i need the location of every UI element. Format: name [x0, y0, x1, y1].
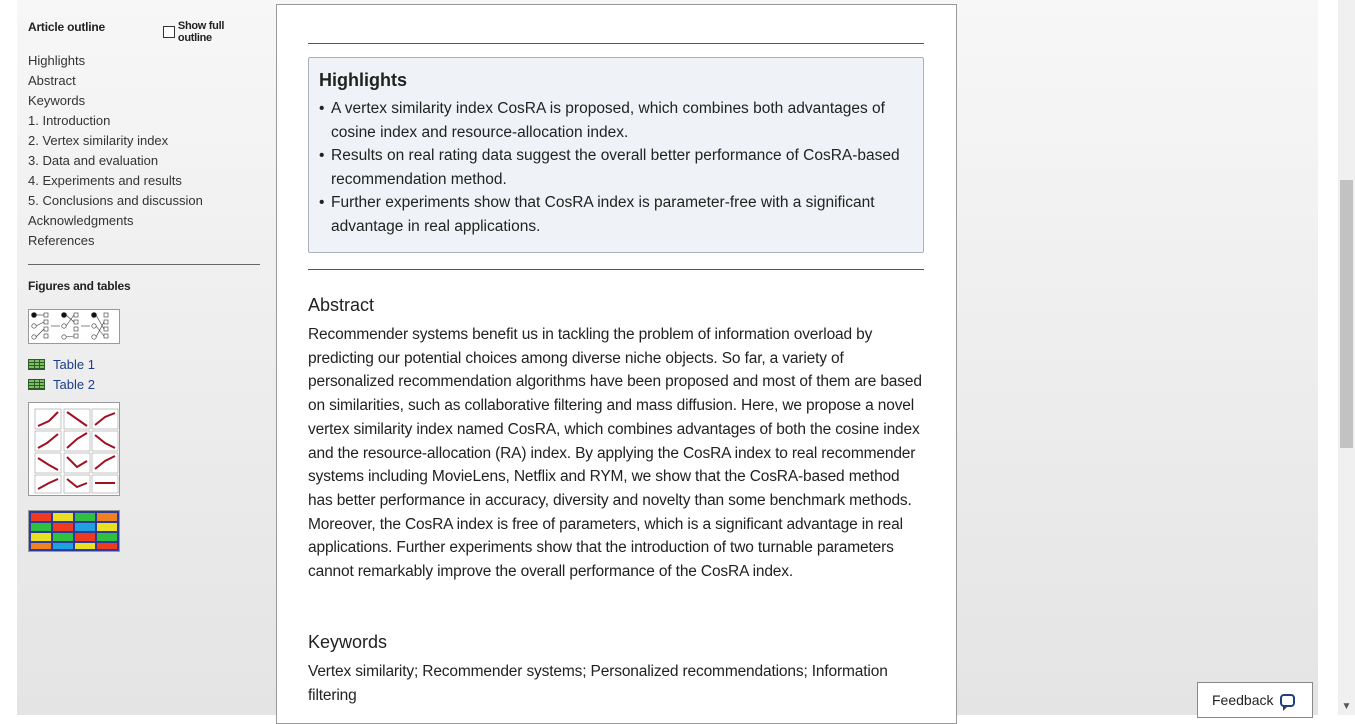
article-content: [276, 4, 957, 724]
outline-list: [28, 51, 260, 251]
highlights-bottom-rule: [308, 269, 924, 270]
highlight-item: • Results on real rating data suggest the overall better performance of CosRA-based recommendation method.: [319, 144, 913, 191]
highlights-box: [308, 57, 924, 253]
chevron-down-icon[interactable]: ▼: [1341, 701, 1352, 712]
outline-item-experiments[interactable]: 4. Experiments and results: [28, 173, 182, 188]
table-1-link[interactable]: [28, 354, 260, 374]
outline-item-references[interactable]: References: [28, 233, 95, 248]
plot-grid-thumbnail: [29, 403, 119, 495]
outline-title: Article outline: [28, 20, 106, 34]
show-full-outline-toggle[interactable]: [163, 20, 260, 44]
show-full-outline-label[interactable]: Show full outline: [177, 20, 225, 44]
heatmap-thumbnail: [29, 511, 119, 551]
table-icon: [28, 359, 45, 370]
article-sidebar: [28, 18, 260, 552]
outline-item-conclusions[interactable]: 5. Conclusions and discussion: [28, 193, 203, 208]
network-diagram-thumbnail: [29, 310, 119, 343]
outline-header: [28, 18, 260, 44]
highlights-list: [319, 97, 913, 238]
table-2-link[interactable]: [28, 374, 260, 394]
figures-title: Figures and tables: [28, 279, 131, 293]
keywords-text: Vertex similarity; Recommender systems; Personalized recommendations; Information filtering: [308, 663, 888, 704]
feedback-label[interactable]: Feedback: [1212, 692, 1274, 708]
highlight-item: • A vertex similarity index CosRA is proposed, which combines both advantages of cosine index and resource-allocation index.: [319, 97, 913, 144]
highlights-title: Highlights: [319, 70, 407, 90]
figure-2-thumbnail[interactable]: [28, 402, 120, 496]
scrollbar-thumb[interactable]: [1340, 180, 1353, 448]
highlight-item: • Further experiments show that CosRA index is parameter-free with a significant advantage in real applications.: [319, 191, 913, 238]
left-margin: [0, 0, 17, 715]
table-2-label[interactable]: Table 2: [53, 376, 95, 392]
sidebar-divider: [28, 264, 260, 265]
outline-item-acknowledgments[interactable]: Acknowledgments: [28, 213, 134, 228]
abstract-title: Abstract: [308, 295, 375, 315]
top-rule: [308, 43, 924, 44]
figure-3-thumbnail[interactable]: [28, 510, 120, 552]
feedback-button[interactable]: [1197, 682, 1313, 718]
table-icon: [28, 379, 45, 390]
show-full-outline-checkbox[interactable]: [163, 26, 175, 38]
page-scrollbar[interactable]: [1338, 0, 1355, 715]
figure-1-thumbnail[interactable]: [28, 309, 120, 344]
table-1-label[interactable]: Table 1: [53, 356, 95, 372]
outline-item-vertex-similarity[interactable]: 2. Vertex similarity index: [28, 133, 169, 148]
outline-item-highlights[interactable]: Highlights: [28, 53, 86, 68]
abstract-text: Recommender systems benefit us in tackling the problem of information overload by predicting our potential choices among diverse niche objects. So far, a variety of personalized recommendation algorithms have been proposed and most of them are based on similarities, such as collaborative filtering and mass diffusion. Here, we propose a novel vertex similarity index named CosRA, which combines advantages of both the cosine index and the resource-allocation (RA) index. By applying the CosRA index to real recommender systems including MovieLens, Netflix and RYM, we show that the CosRA-based method has better performance in accuracy, diversity and novelty than some benchmark methods. Moreover, the CosRA index is free of parameters, which is a significant advantage in real applications. Further experiments show that the introduction of two turnable parameters cannot remarkably improve the overall performance of the CosRA index.: [308, 326, 922, 581]
tables-list: [28, 354, 260, 394]
outline-item-keywords[interactable]: Keywords: [28, 93, 86, 108]
keywords-title: Keywords: [308, 632, 388, 652]
outline-item-introduction[interactable]: 1. Introduction: [28, 113, 111, 128]
outline-item-data-evaluation[interactable]: 3. Data and evaluation: [28, 153, 159, 168]
speech-bubble-icon: [1280, 694, 1295, 707]
outline-item-abstract[interactable]: Abstract: [28, 73, 76, 88]
